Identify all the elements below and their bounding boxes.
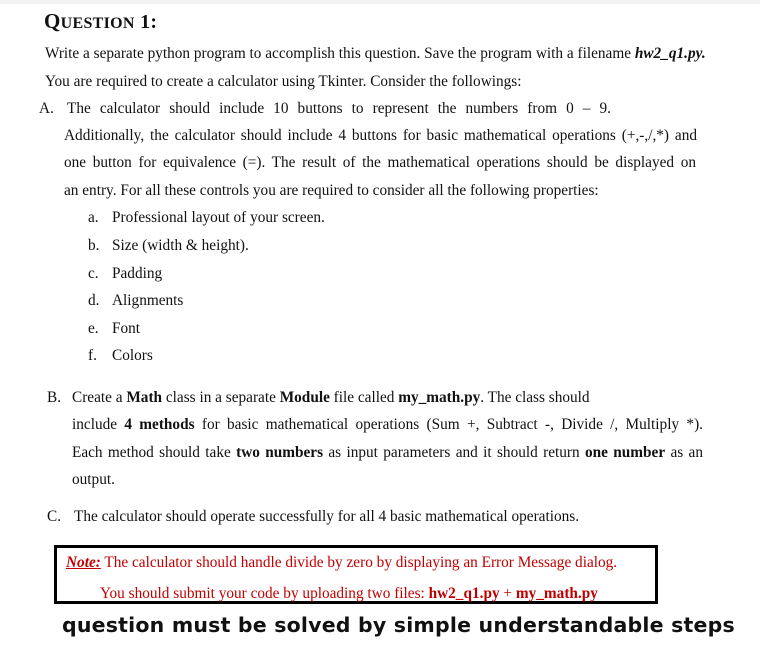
part-a-line: Additionally, the calculator should include 4 buttons for basic mathematical operations (+,-,/,*) and	[64, 127, 697, 144]
sub-item-text: Professional layout of your screen.	[112, 209, 325, 226]
question-title: QUESTION 1:	[44, 9, 158, 33]
footer-instruction: question must be solved by simple understandable steps	[62, 613, 735, 637]
part-b-line: output.	[72, 471, 115, 488]
intro-line-1: Write a separate python program to accomplish this question. Save the program with a filename hw2_q1.py.	[45, 45, 706, 62]
part-c-letter: C.	[47, 508, 62, 525]
part-b-line: Create a Math class in a separate Module file called my_math.py. The class should	[72, 389, 590, 406]
sub-item-text: Font	[112, 320, 141, 337]
sub-item-marker: e.	[88, 320, 99, 337]
part-b-line: include 4 methods for basic mathematical operations (Sum +, Subtract -, Divide /, Multiply *).	[72, 416, 703, 433]
part-a-line: one button for equivalence (=). The result of the mathematical operations should be displayed on	[64, 154, 696, 171]
sub-item-marker: a.	[88, 209, 99, 226]
top-divider	[0, 0, 760, 4]
part-a-line: The calculator should include 10 buttons to represent the numbers from 0 – 9.	[67, 100, 611, 117]
sub-item-text: Size (width & height).	[112, 237, 249, 254]
sub-item-text: Alignments	[112, 292, 184, 309]
note-line-2: You should submit your code by uploading two files: hw2_q1.py + my_math.py	[100, 585, 598, 602]
sub-item-text: Colors	[112, 347, 153, 364]
part-a-line: an entry. For all these controls you are required to consider all the following properties:	[64, 182, 599, 199]
part-c-text: The calculator should operate successfully for all 4 basic mathematical operations.	[74, 508, 580, 525]
filename: hw2_q1.py.	[634, 45, 706, 62]
part-b-letter: B.	[47, 389, 62, 406]
sub-item-marker: f.	[88, 347, 97, 364]
sub-item-marker: c.	[88, 265, 99, 282]
sub-item-marker: d.	[88, 292, 100, 309]
note-label: Note:	[66, 554, 101, 571]
sub-item-text: Padding	[112, 265, 163, 282]
sub-item-marker: b.	[88, 237, 100, 254]
intro-line-2: You are required to create a calculator using Tkinter. Consider the followings:	[45, 73, 522, 90]
note-line-1: Note: The calculator should handle divide by zero by displaying an Error Message dialog.	[66, 554, 618, 571]
part-b-line: Each method should take two numbers as input parameters and it should return one number as an	[72, 444, 703, 461]
part-a-letter: A.	[39, 100, 54, 117]
